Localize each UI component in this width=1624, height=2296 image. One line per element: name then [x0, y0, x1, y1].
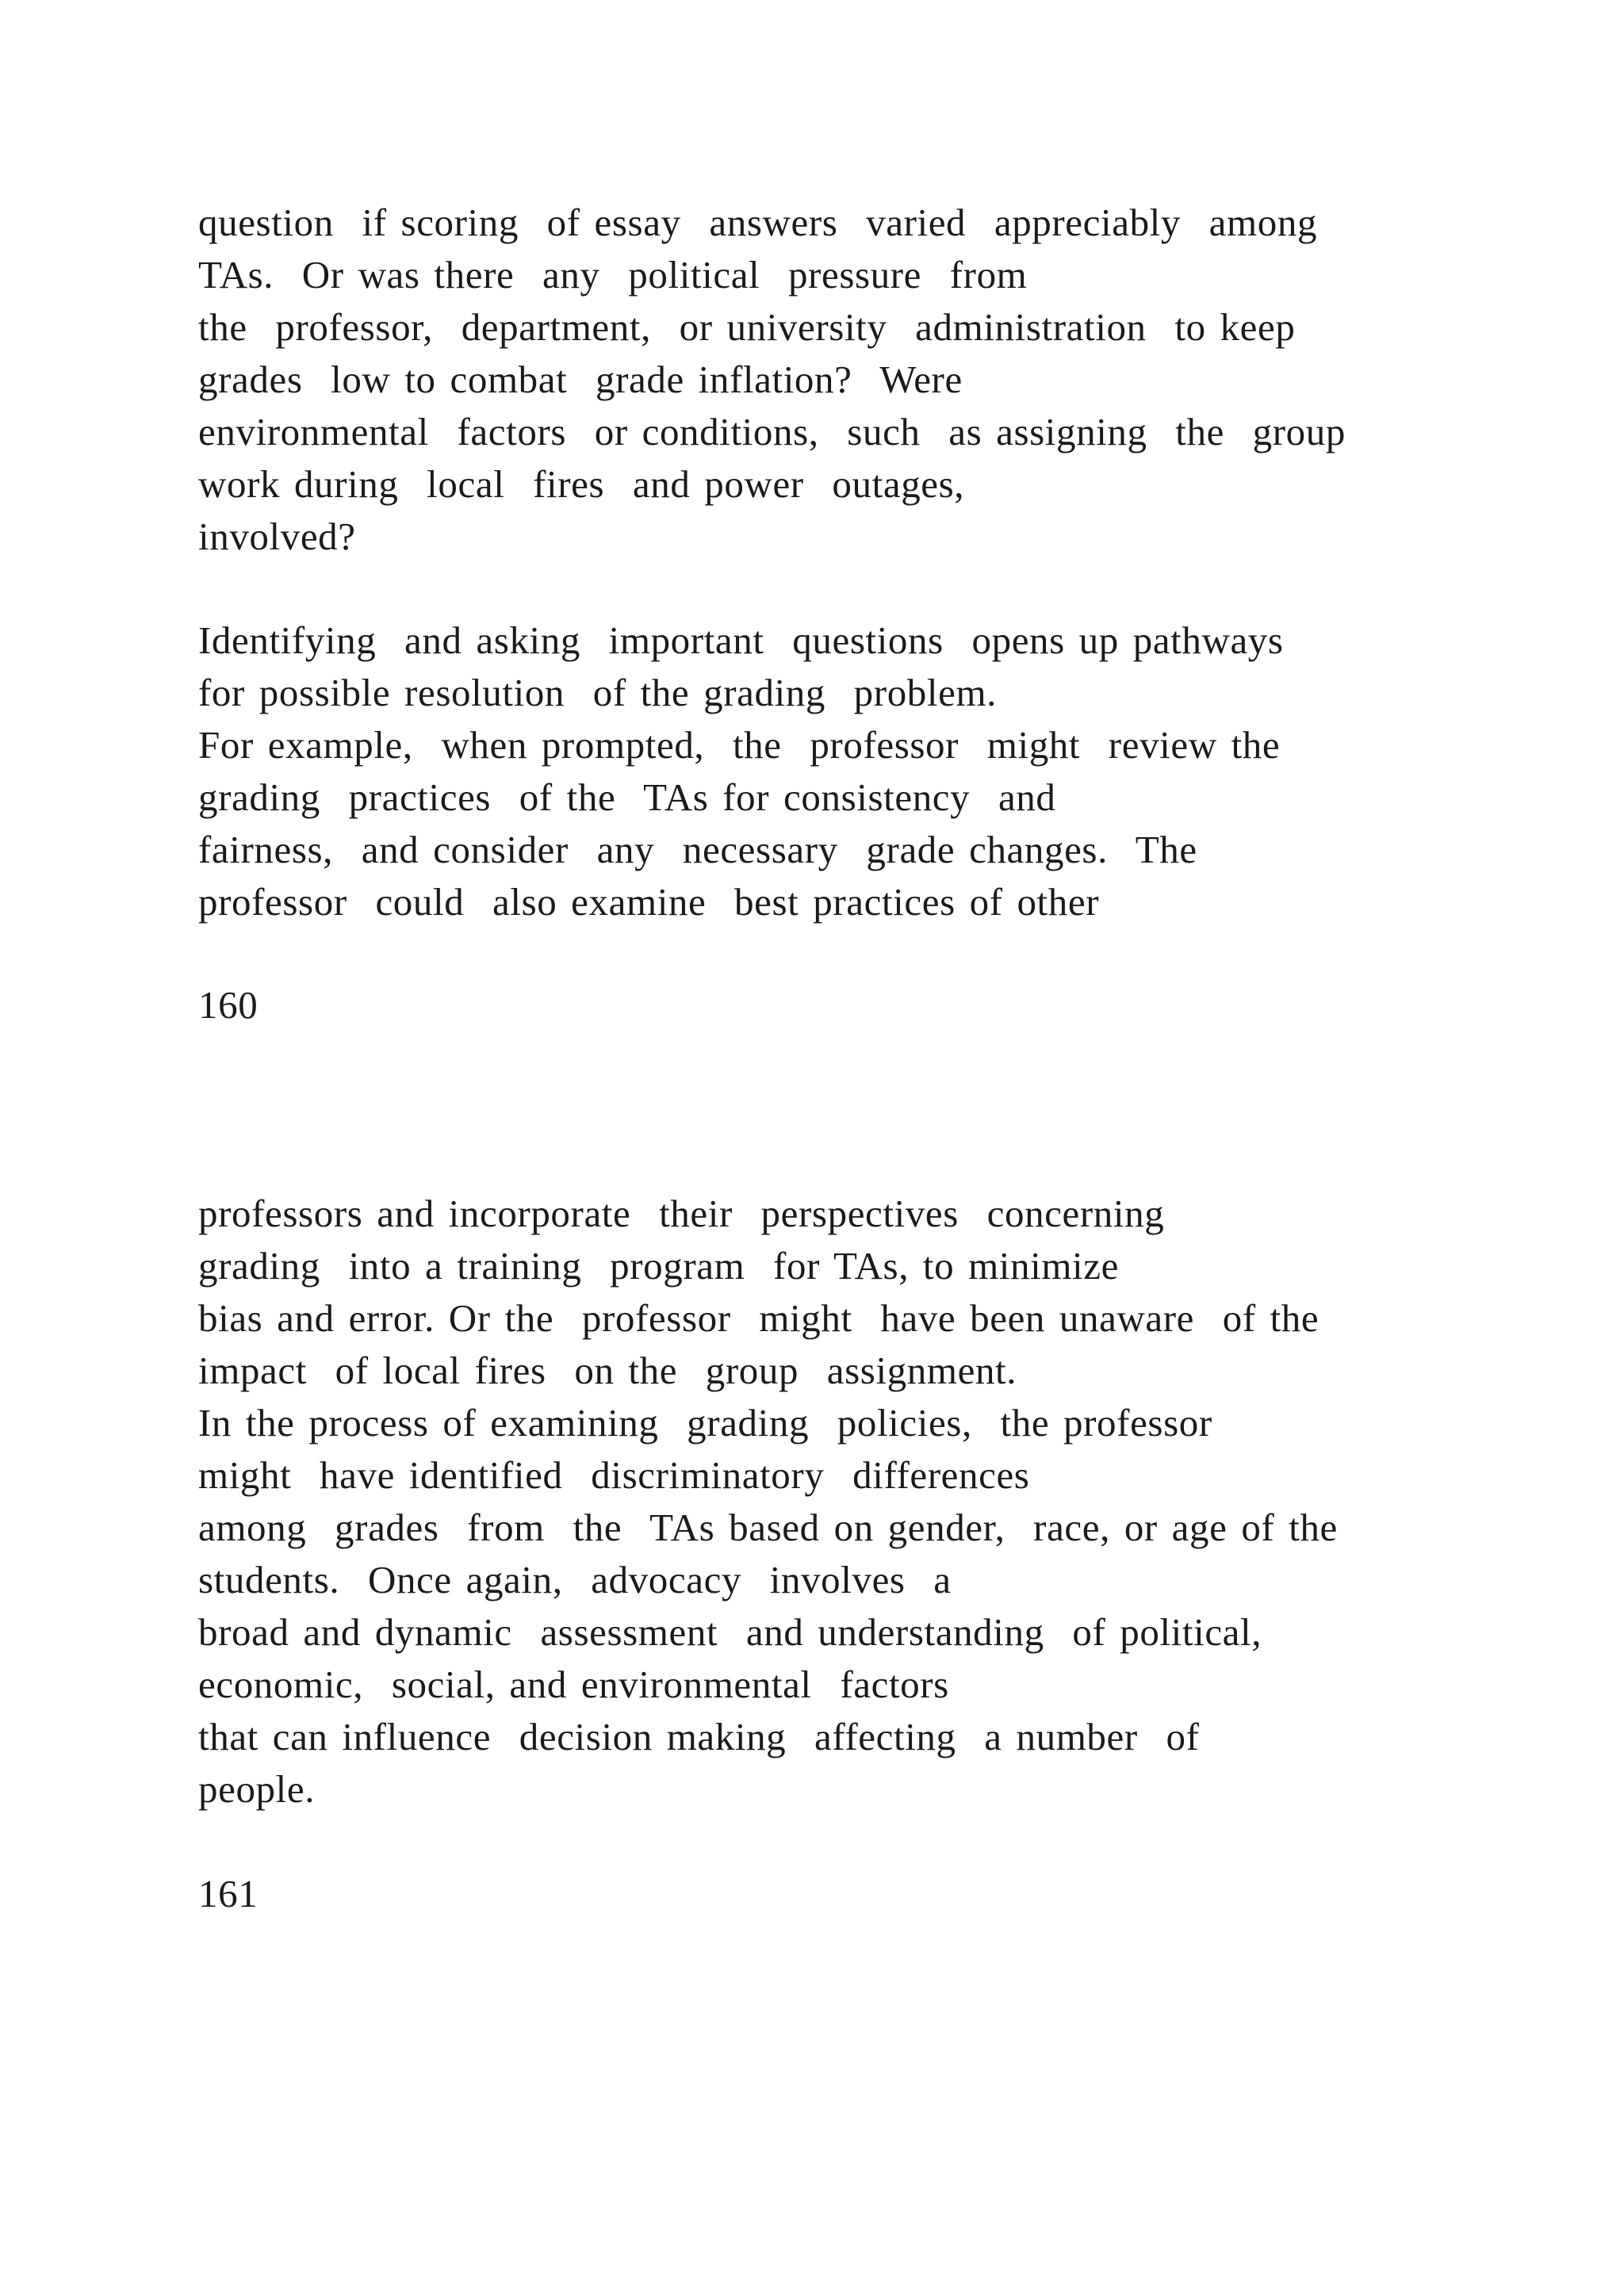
paragraph-grading-questions [198, 197, 1546, 563]
text-line: among grades from the TAs based on gender, race, or age of the [198, 1506, 1338, 1549]
paragraph-professors-training [198, 1188, 1546, 1816]
text-line: grades low to combat grade inflation? Were [198, 358, 963, 401]
text-line: professor could also examine best practices of other [198, 880, 1100, 924]
text-line: grading into a training program for TAs, to minimize [198, 1244, 1119, 1288]
text-line: professors and incorporate their perspectives concerning [198, 1192, 1165, 1235]
text-line: work during local fires and power outages, [198, 462, 965, 506]
text-line: that can influence decision making affecting a number of [198, 1715, 1200, 1758]
text-line: TAs. Or was there any political pressure from [198, 253, 1028, 297]
page-number-text: 160 [198, 983, 259, 1027]
text-line: involved? [198, 515, 356, 558]
text-line: environmental factors or conditions, such as assigning the group [198, 410, 1346, 453]
text-line: the professor, department, or university administration to keep [198, 305, 1296, 349]
text-line: question if scoring of essay answers varied appreciably among [198, 201, 1318, 244]
text-line: for possible resolution of the grading problem. [198, 671, 998, 714]
text-line: broad and dynamic assessment and understanding of political, [198, 1610, 1262, 1654]
page-number-text: 161 [198, 1872, 259, 1915]
text-line: might have identified discriminatory differences [198, 1453, 1030, 1497]
paragraph-identifying-questions [198, 614, 1546, 928]
text-line: impact of local fires on the group assignment. [198, 1349, 1017, 1392]
page-number [198, 979, 1546, 1031]
text-line: bias and error. Or the professor might have been unaware of the [198, 1296, 1320, 1340]
text-line: In the process of examining grading policies, the professor [198, 1401, 1212, 1445]
text-line: Identifying and asking important questions opens up pathways [198, 618, 1284, 662]
page-number [198, 1868, 1546, 1920]
text-line: students. Once again, advocacy involves a [198, 1558, 952, 1601]
text-line: economic, social, and environmental factors [198, 1663, 949, 1706]
text-line: For example, when prompted, the professor might review the [198, 723, 1281, 767]
text-line: grading practices of the TAs for consistency and [198, 775, 1056, 819]
text-line: people. [198, 1767, 316, 1811]
text-line: fairness, and consider any necessary grade changes. The [198, 828, 1197, 871]
